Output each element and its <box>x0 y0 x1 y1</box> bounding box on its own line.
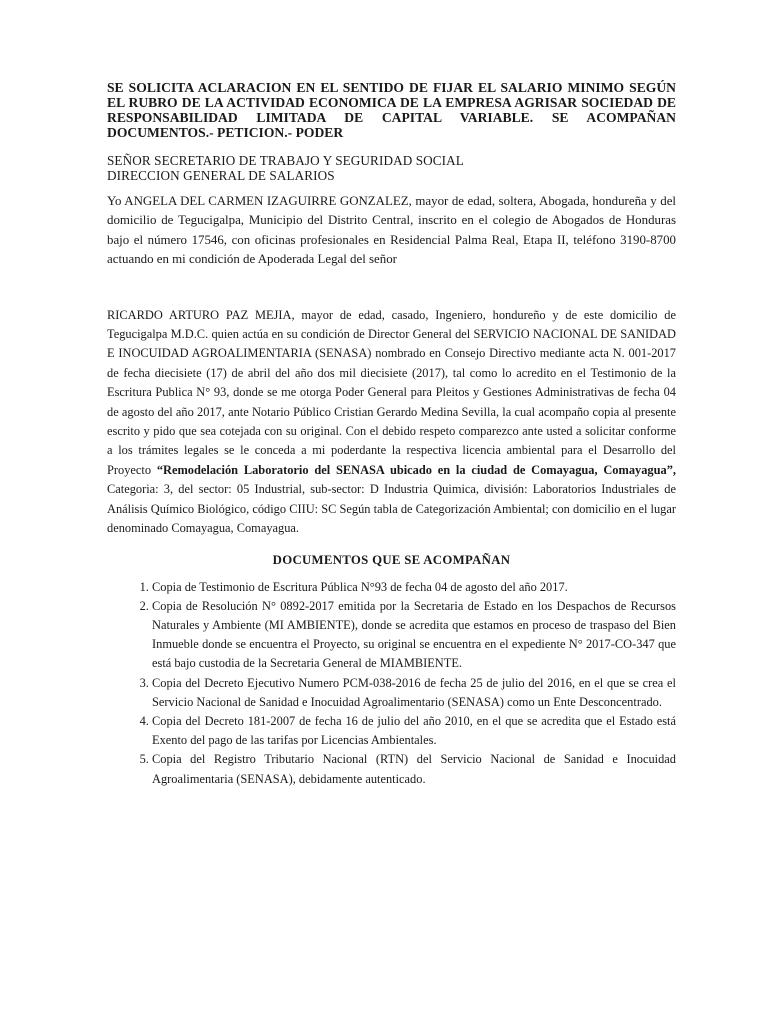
document-heading: SE SOLICITA ACLARACION EN EL SENTIDO DE FIJAR EL SALARIO MINIMO SEGÚN EL RUBRO DE LA ACTIVIDAD ECONOMICA DE LA EMPRESA AGRISAR SOCIEDAD DE RESPONSABILIDAD LIMITADA DE CAPITAL VARIABLE. SE ACOMPAÑAN DOCUMENTOS.- PETICION.- PODER <box>107 80 676 140</box>
document-item: 2. Copia de Resolución N° 0892-2017 emitida por la Secretaria de Estado en los Despachos de Recursos Naturales y Ambiente (MI AMBIENTE), donde se acredita que estamos en proceso de traspaso del Bien Inmueble donde se encuentra el Proyecto, su original se encuentra en el expediente N° 2017-CO-347 que está bajo custodia de la Secretaria General de MIAMBIENTE. <box>152 597 676 674</box>
project-name: “Remodelación Laboratorio del SENASA ubicado en la ciudad de Comayagua, Comayagua”, <box>156 462 676 477</box>
principal-text: RICARDO ARTURO PAZ MEJIA, mayor de edad, casado, Ingeniero, hondureño y de este domicilio de Tegucigalpa M.D.C. quien actúa en su condición de Director General del SERVICIO NACIONAL DE SANIDAD E INOCUIDAD AGROALIMENTARIA (SENASA) nombrado en Consejo Directivo mediante acta N. 001-2017 de fecha diecisiete (17) de abril del año dos mil diecisiete (2017), tal como lo acredito en el Testimonio de la Escritura Publica N° 93, donde se me otorga Poder General para Pleitos y Gestiones Administrativas de fecha 04 de agosto del año 2017, ante Notario Público Cristian Gerardo Medina Sevilla, la cual acompaño copia al presente escrito y pido que sea cotejada con su original. Con el debido respeto comparezco ante usted a solicitar conforme a los trámites legales se le conceda a mi poderdante la respectiva licencia ambiental para el Desarrollo del Proyecto <box>107 307 676 477</box>
introduction-paragraph: Yo ANGELA DEL CARMEN IZAGUIRRE GONZALEZ, mayor de edad, soltera, Abogada, hondureña y del domicilio de Tegucigalpa, Municipio del Distrito Central, inscrito en el colegio de Abogados de Honduras bajo el número 17546, con oficinas profesionales en Residencial Palma Real, Etapa II, teléfono 3190-8700 actuando en mi condición de Apoderada Legal del señor <box>107 194 676 267</box>
project-details: Categoria: 3, del sector: 05 Industrial, sub-sector: D Industria Quimica, división: Laboratorios Industriales de Análisis Químico Biológico, código CIIU: SC Según tabla de Categorización Ambiental; con domicilio en el lugar denominado Comayagua, Comayagua. <box>107 482 676 536</box>
document-item: 5. Copia del Registro Tributario Nacional (RTN) del Servicio Nacional de Sanidad e Inocuidad Agroalimentaria (SENASA), debidamente autenticado. <box>152 750 676 788</box>
addressee-title: SEÑOR SECRETARIO DE TRABAJO Y SEGURIDAD SOCIAL <box>107 153 464 168</box>
addressee-block <box>107 154 676 183</box>
documents-title: DOCUMENTOS QUE SE ACOMPAÑAN <box>272 552 511 567</box>
document-item: 3. Copia del Decreto Ejecutivo Numero PCM-038-2016 de fecha 25 de julio del 2016, en el que se crea el Servicio Nacional de Sanidad e Inocuidad Agroalimentario (SENASA) como un Ente Desconcentrado. <box>152 674 676 712</box>
document-item: 1. Copia de Testimonio de Escritura Pública N°93 de fecha 04 de agosto del año 2017. <box>152 578 676 597</box>
documents-list <box>107 578 676 789</box>
addressee-department: DIRECCION GENERAL DE SALARIOS <box>107 167 335 183</box>
principal-paragraph <box>107 306 676 539</box>
document-item: 4. Copia del Decreto 181-2007 de fecha 16 de julio del año 2010, en el que se acredita que el Estado está Exento del pago de las tarifas por Licencias Ambientales. <box>152 712 676 750</box>
